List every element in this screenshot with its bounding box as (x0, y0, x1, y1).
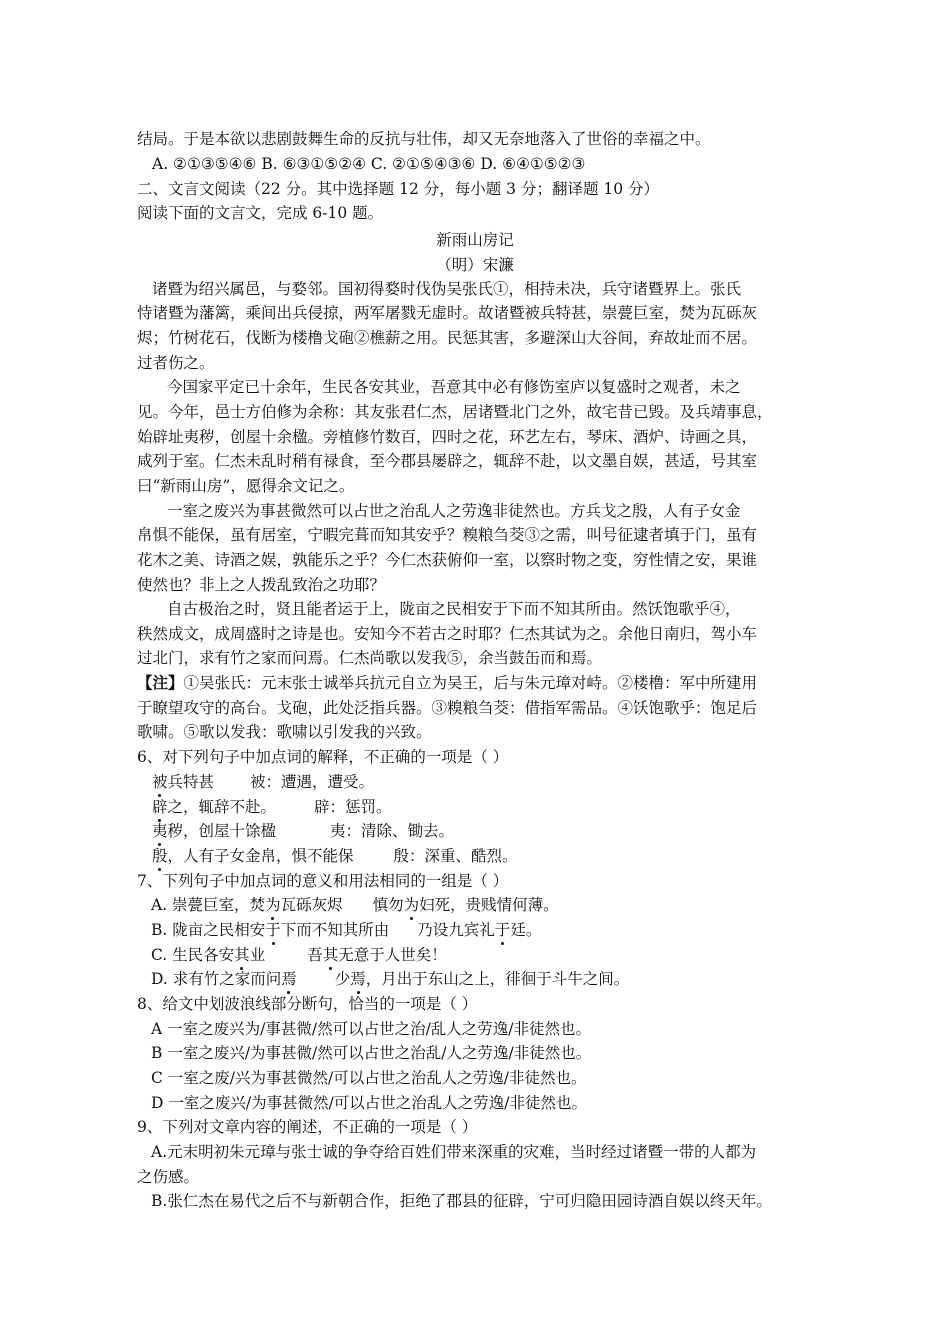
notes-label: 【注】 (137, 673, 184, 692)
option-text: ，月出于东山之上，徘徊于斗牛之间。 (365, 970, 630, 988)
emphasis-char: 其 (234, 946, 250, 964)
question-6-option-a (152, 771, 374, 795)
option-text: 无意于人世矣！ (338, 946, 447, 964)
option-explanation: 殷：深重、酷烈。 (393, 847, 518, 865)
section-instruction: 阅读下面的文言文，完成 6-10 题。 (137, 204, 384, 222)
option-explanation: 被：遭遇，遭受。 (250, 773, 375, 791)
question-8-option-b: B 一室之废兴/为事甚微/然可以占世之治乱/人之劳逸/非徒然也。 (151, 1044, 592, 1062)
notes-line (137, 672, 757, 696)
paragraph-line: 咸列于室。仁杰未乱时稍有禄食，至今郡县屡辟之，辄辞不赴，以文墨自娱，甚适，号其室 (137, 452, 758, 470)
question-7-option-c (151, 944, 447, 968)
option-text: D. 求有竹之家而问 (151, 970, 282, 988)
emphasis-char: 其 (322, 946, 339, 964)
question-7-stem: 7、下列句子中加点词的意义和用法相同的一组是（ ） (137, 872, 509, 890)
paragraph-line: 秩然成文，成周盛时之诗是也。安知今不若古之时耶？仁杰其试为之。余他日南归，驾小车 (137, 625, 758, 643)
paragraph-line: 诸暨为绍兴属邑，与婺邻。国初得婺时伐伪吴张氏①，相持未决，兵守诸暨界上。张氏 (152, 280, 742, 298)
option-text: 兵特甚 (167, 773, 215, 791)
paragraph-line: 恃诸暨为藩篱，乘间出兵侵掠，两军屠戮无虚时。故诸暨被兵特甚，崇甍巨室，焚为瓦砾灰 (137, 304, 758, 322)
option-text: B. 陇亩之民相安 (151, 921, 266, 939)
option-explanation: 辟：惩罚。 (314, 798, 392, 816)
paragraph-line: 始辟址夷秽，创屋十余楹。旁植修竹数百，四时之花，环艺左右，琴床、酒炉、诗画之具， (137, 428, 758, 446)
option-explanation: 夷：清除、锄去。 (330, 822, 455, 840)
option-text: C. 生民各安 (151, 946, 235, 964)
emphasis-char: 为 (403, 896, 420, 914)
option-text: A. 崇甍巨室，焚 (151, 896, 266, 914)
passage-title: 新雨山房记 (436, 231, 514, 249)
text-line: 结局。于是本欲以悲剧鼓舞生命的反抗与壮伟，却又无奈地落入了世俗的幸福之中。 (137, 130, 711, 148)
question-9-option-a-cont: 之伤感。 (137, 1168, 200, 1186)
question-8-stem: 8、给文中划波浪线部分断句，恰当的一项是（ ） (137, 995, 478, 1013)
emphasis-char: 辟 (152, 798, 168, 816)
question-6-option-d (152, 845, 518, 869)
paragraph-line: 过北门，求有竹之家而问焉。仁杰尚歌以发我⑤，余当鼓缶而和焉。 (137, 649, 603, 667)
paragraph-line: 一室之废兴为事甚微然可以占世之治乱人之劳逸非徒然也。方兵戈之殷，人有子女金 (167, 502, 741, 520)
paragraph-line: 见。今年，邑士方伯修为余称：其友张君仁杰，居诸暨北门之外，故宅昔已毁。及兵靖事息， (137, 403, 773, 421)
question-7-option-b (151, 919, 541, 943)
paragraph-line: 自古极治之时，贤且能者运于上，陇亩之民相安于下而不知其所由。然饫饱歌乎④， (167, 600, 741, 618)
emphasis-char: 被 (152, 773, 168, 791)
question-9-option-b: B.张仁杰在易代之后不与新朝合作，拒绝了郡县的征辟，宁可归隐田园诗酒自娱以终天年。 (151, 1192, 772, 1210)
emphasis-char: 于 (494, 921, 511, 939)
emphasis-char: 殷 (152, 847, 168, 865)
section-heading: 二、文言文阅读（22 分。其中选择题 12 分，每小题 3 分；翻译题 10 分） (137, 180, 660, 198)
option-text: 慎勿 (372, 896, 404, 914)
emphasis-char: 为 (265, 896, 281, 914)
notes-line: 歌啸。⑤歌以发我：歌啸以引发我的兴致。 (137, 723, 432, 741)
option-text: 瓦砾灰烬 (280, 896, 343, 914)
question-8-option-d: D 一室之废兴/为事甚微然/可以占世之治乱人之劳逸/非徒然也。 (151, 1094, 588, 1112)
question-6-option-b (152, 796, 392, 820)
paragraph-line: 曰“新雨山房”，愿得余文记之。 (137, 477, 355, 495)
option-text: 廷。 (510, 921, 542, 939)
question-7-option-d (151, 968, 629, 992)
question-8-option-a: A 一室之废兴为/事甚微/然可以占世之治/乱人之劳逸/非徒然也。 (151, 1020, 592, 1038)
emphasis-char: 焉 (281, 970, 297, 988)
notes-line: 于瞭望攻守的高台。戈砲，此处泛指兵器。③糗粮刍茭：借指军需品。④饫饱歌乎：饱足后 (137, 699, 758, 717)
question-9-option-a: A.元末明初朱元璋与张士诚的争夺给百姓们带来深重的灾难，当时经过诸暨一带的人都为 (151, 1143, 757, 1161)
notes-text: ①吴张氏：元末张士诚举兵抗元自立为吴王，后与朱元璋对峙。②楼橹：军中所建用 (183, 674, 758, 692)
emphasis-char: 焉 (350, 970, 366, 988)
paragraph-line: 过者伤之。 (137, 354, 215, 372)
option-text: 下而不知其所由 (280, 921, 390, 939)
option-text: 业 (249, 946, 266, 964)
option-text: 秽，创屋十馀楹 (167, 822, 277, 840)
question-9-stem: 9、下列对文章内容的阐述，不正确的一项是（ ） (137, 1118, 478, 1136)
question-6-option-c (152, 820, 454, 844)
question-6-stem: 6、对下列句子中加点词的解释，不正确的一项是（ ） (137, 748, 509, 766)
paragraph-line: 烬；竹树花石，伐断为楼橹戈砲②樵薪之用。民惩其害，多避深山大谷间，弃故址而不居。 (137, 329, 758, 347)
question-8-option-c: C 一室之废/兴为事甚微然/可以占世之治乱人之劳逸/非徒然也。 (151, 1069, 587, 1087)
emphasis-char: 夷 (152, 822, 168, 840)
question-5-options: A. ②①③⑤④⑥ B. ⑥③①⑤②④ C. ②①⑤④③⑥ D. ⑥④①⑤②③ (152, 155, 586, 173)
option-text: 乃设九宾礼 (417, 921, 495, 939)
paragraph-line: 花木之美、诗酒之娱，孰能乐之乎？今仁杰获俯仰一室，以察时物之变，穷性情之安，果谁 (137, 551, 758, 569)
passage-author: （明）宋濂 (436, 256, 514, 274)
option-text: ，人有子女金帛，惧不能保 (167, 847, 354, 865)
paragraph-line: 今国家平定已十余年，生民各安其业，吾意其中必有修饬室庐以复盛时之观者，未之 (167, 378, 741, 396)
option-text: 之，辄辞不赴。 (167, 798, 277, 816)
option-text: 妇死，贵贱情何薄。 (419, 896, 559, 914)
paragraph-line: 使然也？非上之人拨乱致治之功耶？ (137, 576, 386, 594)
option-text: 少 (334, 970, 351, 988)
emphasis-char: 于 (265, 921, 281, 939)
question-7-option-a (151, 894, 559, 918)
paragraph-line: 帛惧不能保，虽有居室，宁暇完葺而知其安乎？糗粮刍茭③之需，叫号征逮者填于门，虽有 (137, 526, 758, 544)
option-text: 吾 (307, 946, 323, 964)
